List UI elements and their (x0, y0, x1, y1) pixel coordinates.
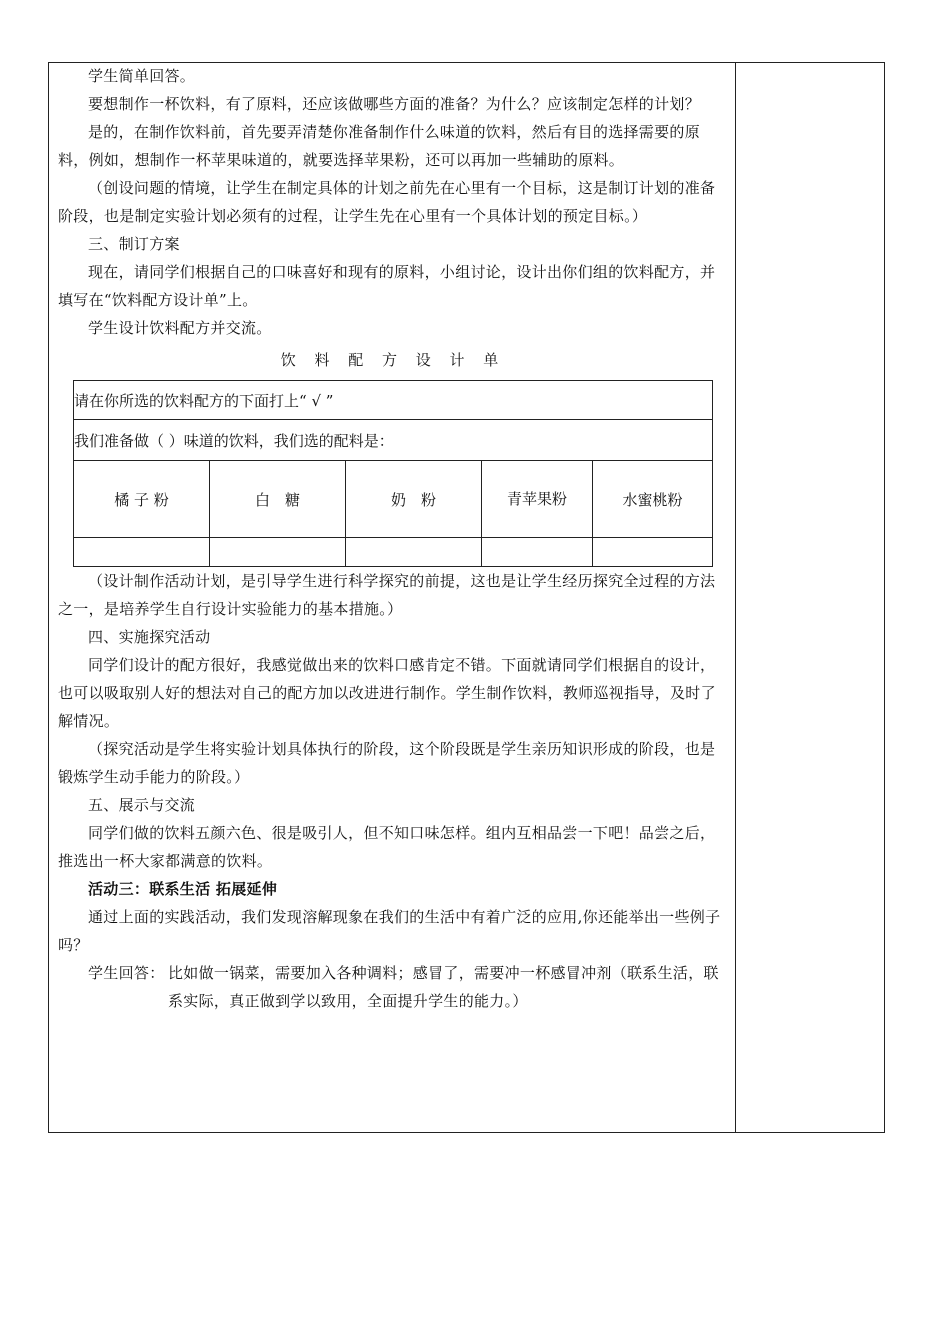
paragraph: 是的，在制作饮料前，首先要弄清楚你准备制作什么味道的饮料，然后有目的选择需要的原料，例如，想制作一杯苹果味道的，就要选择苹果粉，还可以再加一些辅助的原料。 (58, 123, 701, 169)
paragraph: 同学们做的饮料五颜六色、很是吸引人，但不知口味怎样。组内互相品尝一下吧！品尝之后，推选出一杯大家都满意的饮料。 (58, 824, 716, 870)
paragraph: 要想制作一杯饮料，有了原料，还应该做哪些方面的准备？为什么？应该制定怎样的计划？ (88, 95, 701, 113)
ingredient-header: 青苹果粉 (482, 461, 593, 538)
answer-text: 比如做一锅菜，需要加入各种调料；感冒了，需要冲一杯感冒冲剂（联系生活，联系实际，真正做到学以致用，全面提升学生的能力。） (168, 964, 719, 1010)
student-answer (58, 959, 728, 1015)
ingredient-header: 橘 子 粉 (74, 461, 210, 538)
paragraph: 学生设计饮料配方并交流。 (88, 319, 272, 337)
ingredient-header: 奶 粉 (346, 461, 482, 538)
section-heading: 四、实施探究活动 (88, 628, 211, 646)
paragraph: （探究活动是学生将实验计划具体执行的阶段，这个阶段既是学生亲历知识形成的阶段，也是锻炼学生动手能力的阶段。） (58, 740, 716, 786)
form-prepare-line: 我们准备做（ ）味道的饮料，我们选的配料是： (74, 420, 713, 461)
column-divider (735, 62, 736, 1133)
section-heading: 五、展示与交流 (88, 796, 196, 814)
checkbox-cell[interactable] (346, 538, 482, 567)
checkbox-cell[interactable] (210, 538, 346, 567)
form-title: 饮 料 配 方 设 计 单 (280, 351, 506, 369)
section-heading: 三、制订方案 (88, 235, 180, 253)
paragraph: （设计制作活动计划，是引导学生进行科学探究的前提，这也是让学生经历探究全过程的方法之一，是培养学生自行设计实验能力的基本措施。） (58, 572, 716, 618)
activity-heading: 活动三：联系生活 拓展延伸 (88, 880, 278, 898)
answer-label: 学生回答： (88, 964, 165, 982)
lesson-content (58, 62, 728, 1015)
paragraph: （创设问题的情境，让学生在制定具体的计划之前先在心里有一个目标，这是制订计划的准备阶段，也是制定实验计划必须有的过程，让学生先在心里有一个具体计划的预定目标。） (58, 179, 716, 225)
checkbox-cell[interactable] (593, 538, 713, 567)
form-instruction: 请在你所选的饮料配方的下面打上“ √ ” (74, 381, 713, 420)
checkbox-cell[interactable] (74, 538, 210, 567)
paragraph: 学生简单回答。 (88, 67, 196, 85)
ingredient-header: 水蜜桃粉 (593, 461, 713, 538)
paragraph: 现在，请同学们根据自己的口味喜好和现有的原料，小组讨论，设计出你们组的饮料配方，并填写在“饮料配方设计单”上。 (58, 263, 716, 309)
checkbox-cell[interactable] (482, 538, 593, 567)
paragraph: 通过上面的实践活动，我们发现溶解现象在我们的生活中有着广泛的应用,你还能举出一些例子吗？ (58, 908, 721, 954)
recipe-design-form (73, 380, 713, 567)
paragraph: 同学们设计的配方很好，我感觉做出来的饮料口感肯定不错。下面就请同学们根据自的设计，也可以吸取别人好的想法对自己的配方加以改进进行制作。学生制作饮料，教师巡视指导，及时了解情况。 (58, 656, 716, 730)
ingredient-header: 白 糖 (210, 461, 346, 538)
